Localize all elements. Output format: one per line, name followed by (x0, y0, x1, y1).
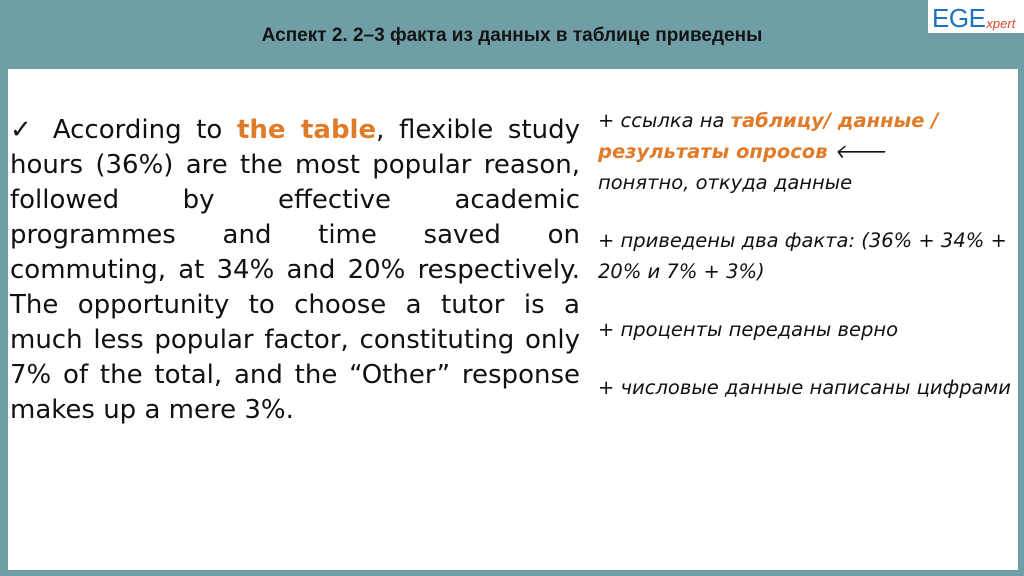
sample-answer-text (10, 113, 580, 428)
note-reference-pre: + ссылка на (598, 109, 731, 132)
arrow-left-icon: 🡐 (833, 140, 887, 163)
logo-sub-text: xpert (986, 16, 1016, 31)
answer-part-1: According to (52, 115, 237, 145)
note-two-facts: + приведены два факта: (36% + 34% + 20% и 7% + 3%) (598, 229, 1007, 283)
note-digits: + числовые данные написаны цифрами (598, 376, 1011, 399)
note-reference-highlight: таблицу/ данные / результаты опросов (598, 109, 939, 163)
logo-main-text: EGE (932, 3, 986, 33)
note-reference (598, 105, 1013, 198)
checkmark-icon: ✓ (10, 115, 39, 145)
note-reference-post: понятно, откуда данные (598, 171, 853, 194)
answer-highlight: the table (236, 115, 377, 145)
answer-part-2: , flexible study hours (36%) are the most popular reason, followed by effective academic programmes and time saved on commuting, at 34% and 20% respectively. The opportunity to choose a tutor is a much less popular factor, constituting only 7% of the total, and the “Other” response makes up a mere 3%. (10, 115, 581, 425)
assessment-notes (598, 105, 1013, 430)
note-percentages: + проценты переданы верно (598, 318, 899, 341)
slide-header (0, 0, 1024, 66)
egexpert-logo (928, 0, 1024, 33)
content-panel (8, 69, 1018, 570)
slide-title: Аспект 2. 2–3 факта из данных в таблице приведены (261, 25, 763, 46)
